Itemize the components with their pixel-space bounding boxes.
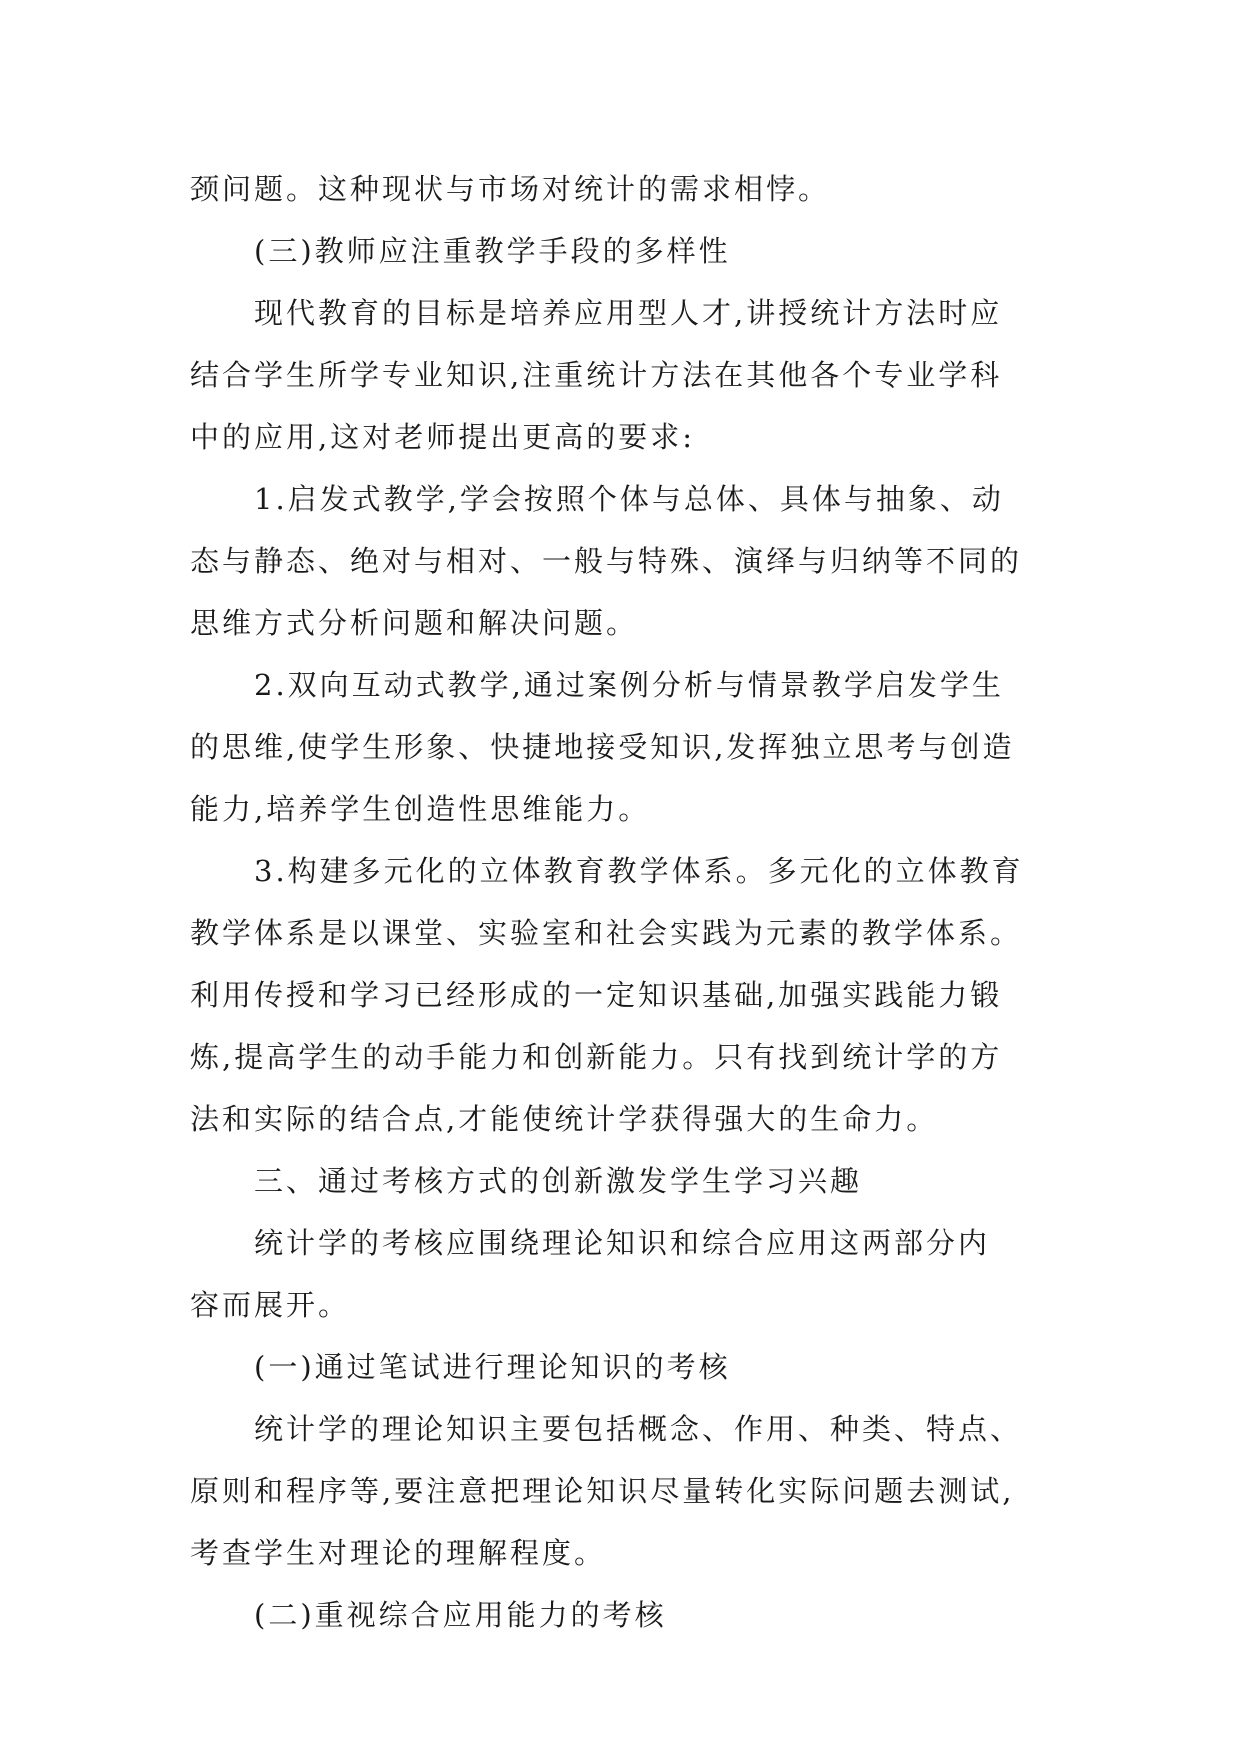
section-heading: (二)重视综合应用能力的考核: [254, 1598, 667, 1632]
text-line: 思维方式分析问题和解决问题。: [190, 606, 639, 640]
text-line: 炼,提高学生的动手能力和创新能力。只有找到统计学的方: [190, 1040, 1003, 1074]
text-line: 原则和程序等,要注意把理论知识尽量转化实际问题去测试,: [190, 1474, 1015, 1508]
text-line: 的思维,使学生形象、快捷地接受知识,发挥独立思考与创造: [190, 730, 1015, 764]
text-line: 教学体系是以课堂、实验室和社会实践为元素的教学体系。: [190, 916, 1023, 950]
paragraph-line: 现代教育的目标是培养应用型人才,讲授统计方法时应: [254, 296, 1003, 330]
text-line: 考查学生对理论的理解程度。: [190, 1536, 607, 1570]
text-line: 能力,培养学生创造性思维能力。: [190, 792, 651, 826]
document-body: [190, 158, 1066, 1646]
text-line: 结合学生所学专业知识,注重统计方法在其他各个专业学科: [190, 358, 1003, 392]
section-heading: (一)通过笔试进行理论知识的考核: [254, 1350, 731, 1384]
text-line: 利用传授和学习已经形成的一定知识基础,加强实践能力锻: [190, 978, 1003, 1012]
section-heading: 三、通过考核方式的创新激发学生学习兴趣: [254, 1164, 863, 1198]
paragraph-line: 统计学的理论知识主要包括概念、作用、种类、特点、: [254, 1412, 1023, 1446]
text-line: 法和实际的结合点,才能使统计学获得强大的生命力。: [190, 1102, 939, 1136]
list-item-line: 2.双向互动式教学,通过案例分析与情景教学启发学生: [254, 668, 1004, 702]
text-line: 态与静态、绝对与相对、一般与特殊、演绎与归纳等不同的: [190, 544, 1023, 578]
list-item-line: 3.构建多元化的立体教育教学体系。多元化的立体教育: [254, 854, 1024, 888]
text-line: 颈问题。这种现状与市场对统计的需求相悖。: [190, 172, 831, 206]
text-line: 容而展开。: [190, 1288, 351, 1322]
paragraph-line: 统计学的考核应围绕理论知识和综合应用这两部分内: [254, 1226, 991, 1260]
text-line: 中的应用,这对老师提出更高的要求:: [190, 420, 695, 454]
section-heading: (三)教师应注重教学手段的多样性: [254, 234, 731, 268]
list-item-line: 1.启发式教学,学会按照个体与总体、具体与抽象、动: [254, 482, 1004, 516]
